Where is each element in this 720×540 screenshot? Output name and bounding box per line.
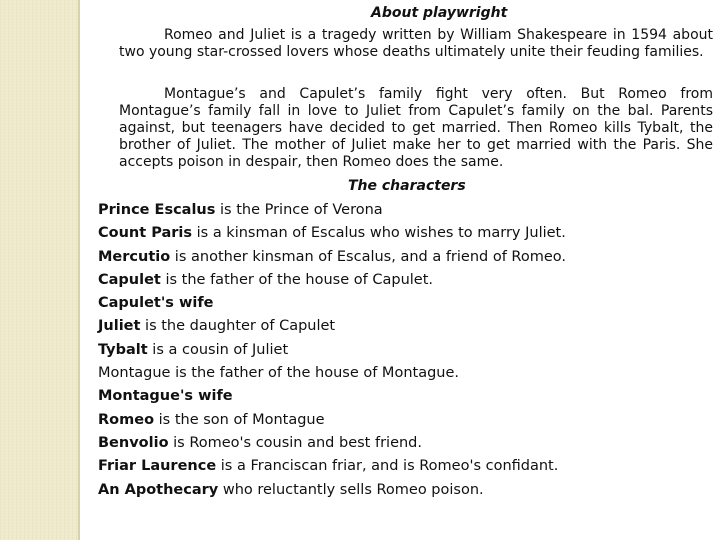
character-capulets-wife [98,292,566,315]
character-description: who reluctantly sells Romeo poison. [218,481,484,498]
character-description: is a Franciscan friar, and is Romeo's confidant. [216,458,559,475]
character-description: is a kinsman of Escalus who wishes to marry Juliet. [192,225,566,242]
character-description: is the daughter of Capulet [140,318,336,335]
character-juliet [98,315,566,338]
character-count-paris [98,222,566,245]
character-montague [98,362,566,385]
decorative-side-strip [0,0,78,540]
about-paragraph-1: Romeo and Juliet is a tragedy written by William Shakespeare in 1594 about two young star-crossed lovers whose deaths ultimately unite their feuding families. [119,27,713,60]
character-prince-escalus [98,199,566,222]
about-paragraph-2: Montague’s and Capulet’s family fight very often. But Romeo from Montague’s family fall in love to Juliet from Capulet’s family on the bal. Parents against, but teenagers have decided to get married. Then Romeo kills Tybalt, the brother of Juliet. The mother of Juliet make her to get married with the Paris. She accepts poison in despair, then Romeo does the same. [119,86,713,170]
character-capulet [98,269,566,292]
character-mercutio [98,246,566,269]
character-name: Capulet [98,271,161,288]
character-benvolio [98,432,566,455]
character-description: is the father of the house of Capulet. [160,271,433,288]
character-name: Mercutio [98,248,171,265]
character-description: is another kinsman of Escalus, and a friend of Romeo. [170,248,567,265]
character-romeo [98,409,566,432]
character-friar-laurence [98,455,566,478]
character-name: Romeo [98,411,155,428]
about-playwright-heading: About playwright [371,5,508,21]
characters-list [98,199,566,502]
character-description: is Romeo's cousin and best friend. [168,434,422,451]
character-tybalt [98,339,566,362]
character-name: Tybalt [98,341,148,358]
characters-heading: The characters [348,178,466,194]
character-name: An Apothecary [98,481,219,498]
character-description: Montague is the father of the house of Montague. [98,365,459,382]
character-name: Friar Laurence [98,458,217,475]
character-description: is the son of Montague [154,411,325,428]
character-apothecary [98,479,566,502]
character-description: is a cousin of Juliet [147,341,289,358]
character-name: Prince Escalus [98,202,216,218]
slide-content [80,0,720,540]
character-name: Capulet's wife [98,295,214,312]
character-description: is the Prince of Verona [215,202,383,218]
character-montagues-wife [98,385,566,408]
character-name: Juliet [98,318,141,335]
character-name: Count Paris [98,225,193,242]
character-name: Benvolio [98,434,169,451]
character-name: Montague's wife [98,388,233,405]
